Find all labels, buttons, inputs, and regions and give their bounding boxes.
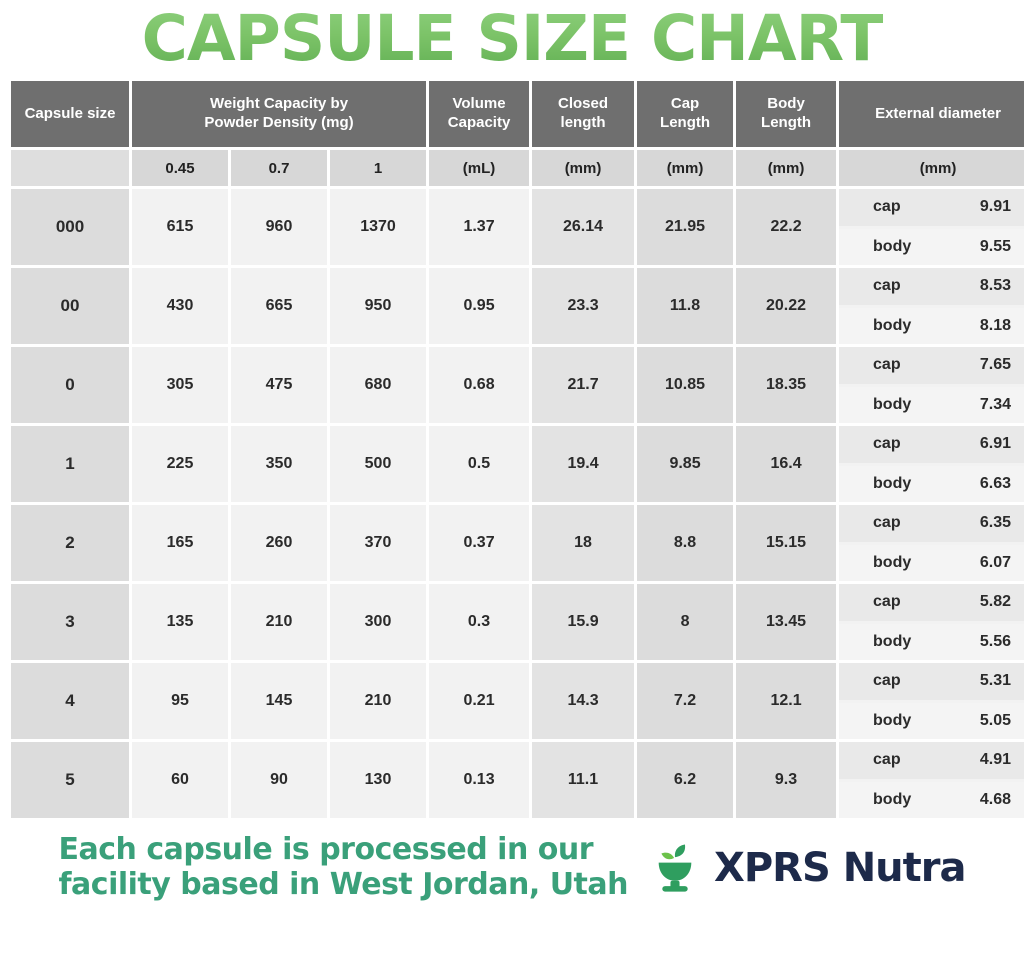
footer-tagline-line2: facility based in West Jordan, Utah <box>58 866 628 902</box>
page-title: CAPSULE SIZE CHART <box>8 0 1016 78</box>
leaf-mortar-icon <box>646 839 704 897</box>
external-body-label: body <box>873 237 912 255</box>
cell-external-diameter <box>839 584 1024 660</box>
cell-volume: 0.13 <box>429 742 529 818</box>
cell-body-length: 13.45 <box>736 584 836 660</box>
cell-cap-length: 7.2 <box>637 663 733 739</box>
external-body-value: 5.05 <box>979 711 1012 729</box>
cell-weight-1: 950 <box>330 268 426 344</box>
table-row <box>11 742 1024 818</box>
external-cap-row <box>839 426 1024 463</box>
cell-weight-045: 165 <box>132 505 228 581</box>
cell-cap-length: 8 <box>637 584 733 660</box>
external-body-row <box>839 624 1024 661</box>
external-cap-value: 6.91 <box>979 435 1012 453</box>
units-closed-length: (mm) <box>532 150 634 186</box>
external-body-value: 6.07 <box>979 553 1012 571</box>
external-cap-row <box>839 742 1024 779</box>
external-body-row <box>839 308 1024 345</box>
table-row <box>11 347 1024 423</box>
external-cap-value: 8.53 <box>979 277 1012 295</box>
cell-capsule-size: 2 <box>11 505 129 581</box>
cell-weight-1: 210 <box>330 663 426 739</box>
external-body-label: body <box>873 474 912 492</box>
cell-volume: 0.21 <box>429 663 529 739</box>
cell-weight-045: 225 <box>132 426 228 502</box>
external-cap-row <box>839 268 1024 305</box>
cell-closed-length: 23.3 <box>532 268 634 344</box>
external-body-label: body <box>873 553 912 571</box>
external-body-row <box>839 387 1024 424</box>
cell-closed-length: 15.9 <box>532 584 634 660</box>
table-row <box>11 426 1024 502</box>
external-cap-value: 5.31 <box>979 672 1012 690</box>
cell-closed-length: 19.4 <box>532 426 634 502</box>
header-weight-capacity <box>132 81 426 147</box>
external-body-label: body <box>873 711 912 729</box>
capsule-size-table <box>8 78 1024 821</box>
cell-closed-length: 18 <box>532 505 634 581</box>
footer-tagline-line1: Each capsule is processed in our <box>58 832 594 868</box>
external-body-label: body <box>873 790 912 808</box>
external-cap-label: cap <box>873 198 901 216</box>
cell-weight-1: 1370 <box>330 189 426 265</box>
cell-weight-045: 95 <box>132 663 228 739</box>
header-weight-capacity-line2: Powder Density (mg) <box>204 114 354 132</box>
cell-cap-length: 8.8 <box>637 505 733 581</box>
cell-weight-045: 305 <box>132 347 228 423</box>
cell-cap-length: 11.8 <box>637 268 733 344</box>
cell-closed-length: 21.7 <box>532 347 634 423</box>
cell-weight-1: 500 <box>330 426 426 502</box>
external-body-label: body <box>873 316 912 334</box>
cell-weight-045: 135 <box>132 584 228 660</box>
header-capsule-size: Capsule size <box>11 81 129 147</box>
cell-volume: 0.3 <box>429 584 529 660</box>
cell-body-length: 12.1 <box>736 663 836 739</box>
header-closed-line1: Closed <box>558 95 609 113</box>
cell-capsule-size: 0 <box>11 347 129 423</box>
brand-name: XPRS Nutra <box>714 844 966 891</box>
cell-weight-1: 680 <box>330 347 426 423</box>
table-row <box>11 663 1024 739</box>
cell-weight-07: 665 <box>231 268 327 344</box>
cell-weight-045: 430 <box>132 268 228 344</box>
cell-capsule-size: 3 <box>11 584 129 660</box>
cell-capsule-size: 4 <box>11 663 129 739</box>
cell-weight-045: 615 <box>132 189 228 265</box>
cell-closed-length: 14.3 <box>532 663 634 739</box>
header-cap-line1: Cap <box>670 95 700 113</box>
cell-weight-07: 475 <box>231 347 327 423</box>
brand-lockup <box>646 839 965 897</box>
external-cap-row <box>839 505 1024 542</box>
cell-body-length: 9.3 <box>736 742 836 818</box>
footer <box>8 821 1016 902</box>
cell-capsule-size: 000 <box>11 189 129 265</box>
cell-capsule-size: 1 <box>11 426 129 502</box>
cell-body-length: 16.4 <box>736 426 836 502</box>
header-body-line2: Length <box>761 114 812 132</box>
header-closed-length <box>532 81 634 147</box>
cell-cap-length: 21.95 <box>637 189 733 265</box>
cell-volume: 0.37 <box>429 505 529 581</box>
external-cap-label: cap <box>873 514 901 532</box>
table-row <box>11 268 1024 344</box>
cell-cap-length: 9.85 <box>637 426 733 502</box>
units-volume: (mL) <box>429 150 529 186</box>
external-body-value: 6.63 <box>979 474 1012 492</box>
cell-cap-length: 10.85 <box>637 347 733 423</box>
table-row <box>11 189 1024 265</box>
cell-body-length: 15.15 <box>736 505 836 581</box>
cell-body-length: 20.22 <box>736 268 836 344</box>
external-cap-value: 6.35 <box>979 514 1012 532</box>
external-body-value: 9.55 <box>979 237 1012 255</box>
header-closed-line2: length <box>560 114 606 132</box>
table-row <box>11 505 1024 581</box>
external-cap-label: cap <box>873 672 901 690</box>
external-cap-row <box>839 347 1024 384</box>
header-cap-line2: Length <box>660 114 711 132</box>
footer-tagline <box>59 833 629 902</box>
table-units-row <box>11 150 1024 186</box>
external-cap-label: cap <box>873 277 901 295</box>
external-cap-value: 4.91 <box>979 751 1012 769</box>
external-body-row <box>839 229 1024 266</box>
external-cap-row <box>839 189 1024 226</box>
external-body-row <box>839 782 1024 819</box>
units-cap-length: (mm) <box>637 150 733 186</box>
header-body-line1: Body <box>767 95 805 113</box>
external-cap-value: 5.82 <box>979 593 1012 611</box>
table-header-row <box>11 81 1024 147</box>
table-row <box>11 584 1024 660</box>
cell-external-diameter <box>839 663 1024 739</box>
external-body-row <box>839 703 1024 740</box>
cell-external-diameter <box>839 268 1024 344</box>
cell-body-length: 22.2 <box>736 189 836 265</box>
external-cap-value: 7.65 <box>979 356 1012 374</box>
cell-external-diameter <box>839 426 1024 502</box>
cell-weight-07: 145 <box>231 663 327 739</box>
external-cap-value: 9.91 <box>979 198 1012 216</box>
external-body-value: 4.68 <box>979 790 1012 808</box>
external-cap-row <box>839 584 1024 621</box>
cell-body-length: 18.35 <box>736 347 836 423</box>
header-cap-length <box>637 81 733 147</box>
external-cap-row <box>839 663 1024 700</box>
external-body-value: 7.34 <box>979 395 1012 413</box>
external-body-row <box>839 466 1024 503</box>
cell-volume: 0.68 <box>429 347 529 423</box>
cell-weight-07: 350 <box>231 426 327 502</box>
cell-capsule-size: 5 <box>11 742 129 818</box>
cell-volume: 1.37 <box>429 189 529 265</box>
cell-closed-length: 11.1 <box>532 742 634 818</box>
cell-external-diameter <box>839 189 1024 265</box>
external-body-value: 5.56 <box>979 632 1012 650</box>
cell-cap-length: 6.2 <box>637 742 733 818</box>
header-weight-capacity-line1: Weight Capacity by <box>209 95 349 113</box>
cell-external-diameter <box>839 505 1024 581</box>
external-cap-label: cap <box>873 593 901 611</box>
cell-volume: 0.95 <box>429 268 529 344</box>
cell-weight-1: 370 <box>330 505 426 581</box>
external-cap-label: cap <box>873 356 901 374</box>
cell-external-diameter <box>839 347 1024 423</box>
external-body-label: body <box>873 395 912 413</box>
units-external-diameter: (mm) <box>839 150 1024 186</box>
cell-external-diameter <box>839 742 1024 818</box>
external-body-label: body <box>873 632 912 650</box>
header-external-diameter: External diameter <box>839 81 1024 147</box>
cell-weight-1: 130 <box>330 742 426 818</box>
cell-capsule-size: 00 <box>11 268 129 344</box>
units-density-045: 0.45 <box>132 150 228 186</box>
cell-weight-07: 260 <box>231 505 327 581</box>
cell-volume: 0.5 <box>429 426 529 502</box>
header-volume-capacity <box>429 81 529 147</box>
cell-weight-045: 60 <box>132 742 228 818</box>
units-density-1: 1 <box>330 150 426 186</box>
cell-weight-1: 300 <box>330 584 426 660</box>
header-volume-line1: Volume <box>452 95 506 113</box>
units-density-07: 0.7 <box>231 150 327 186</box>
cell-weight-07: 960 <box>231 189 327 265</box>
external-body-value: 8.18 <box>979 316 1012 334</box>
cell-weight-07: 90 <box>231 742 327 818</box>
external-body-row <box>839 545 1024 582</box>
cell-closed-length: 26.14 <box>532 189 634 265</box>
cell-weight-07: 210 <box>231 584 327 660</box>
units-body-length: (mm) <box>736 150 836 186</box>
units-capsule-size <box>11 150 129 186</box>
header-body-length <box>736 81 836 147</box>
external-cap-label: cap <box>873 751 901 769</box>
external-cap-label: cap <box>873 435 901 453</box>
header-volume-line2: Capacity <box>447 114 511 132</box>
